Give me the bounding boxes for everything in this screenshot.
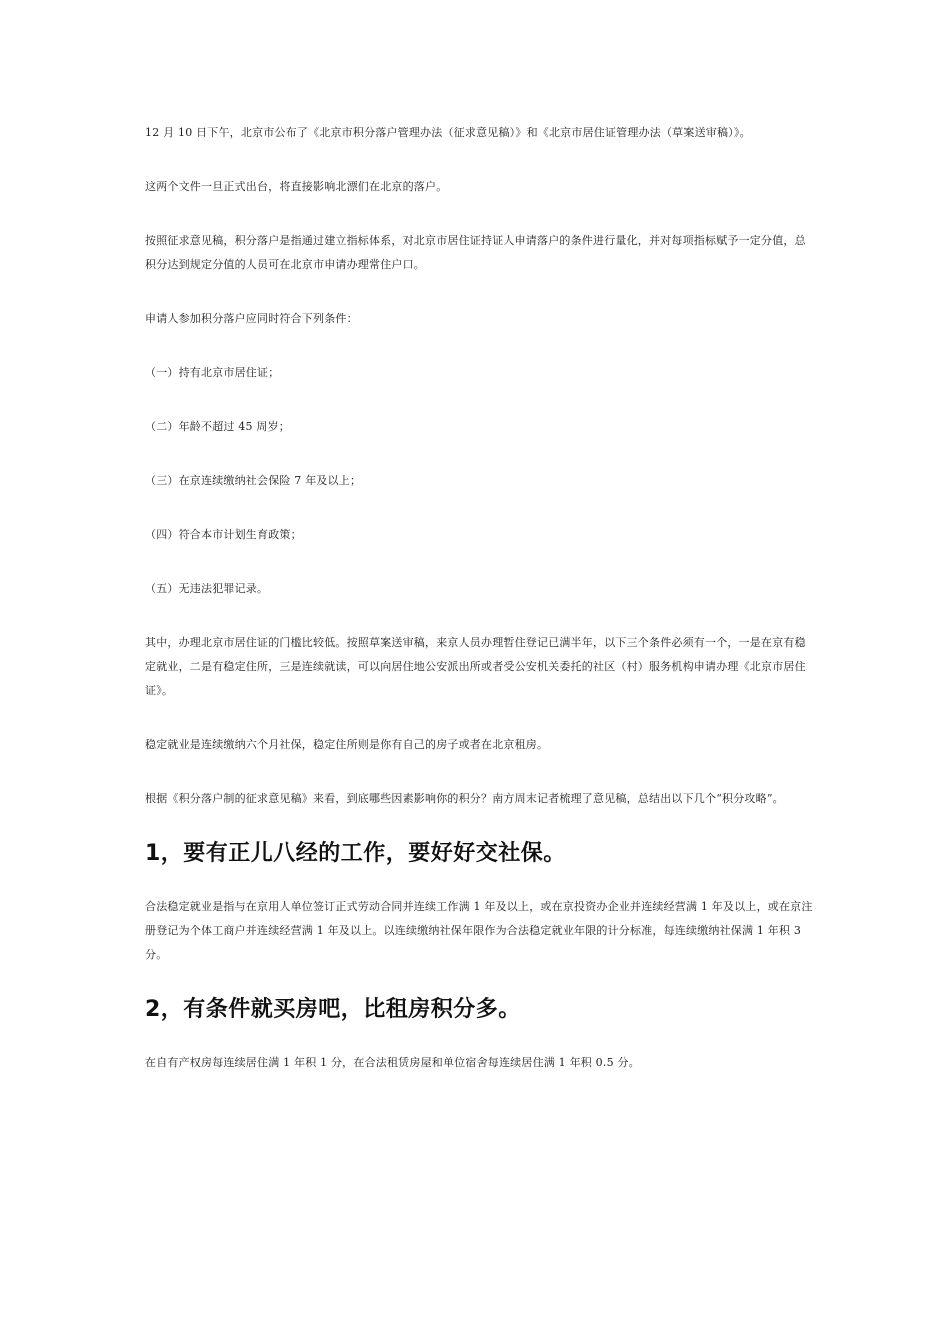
paragraph-conditions-intro: 申请人参加积分落户应同时符合下列条件：: [145, 312, 358, 325]
condition-item-1: （一）持有北京市居住证；: [145, 366, 280, 379]
paragraph-definition: 按照征求意见稿，积分落户是指通过建立指标体系，对北京市居住证持证人申请落户的条件进行量化，并对每项指标赋予一定分值，总积分达到规定分值的人员可在北京市申请办理常住户口。: [145, 234, 806, 271]
section-body-housing: 在自有产权房每连续居住满 1 年积 1 分，在合法租赁房屋和单位宿舍每连续居住满 1 年积 0.5 分。: [145, 1056, 640, 1069]
paragraph-announcement: 12 月 10 日下午，北京市公布了《北京市积分落户管理办法（征求意见稿）》和《北京市居住证管理办法（草案送审稿）》。: [145, 126, 751, 139]
condition-item-5: （五）无违法犯罪记录。: [145, 582, 269, 595]
paragraph-strategy-intro: 根据《积分落户制的征求意见稿》来看，到底哪些因素影响你的积分？南方周末记者梳理了意见稿，总结出以下几个“积分攻略”。: [145, 792, 784, 805]
paragraph-impact: 这两个文件一旦正式出台，将直接影响北漂们在北京的落户。: [145, 180, 448, 193]
section-heading-work: 1，要有正儿八经的工作，要好好交社保。: [145, 841, 566, 866]
document-body: [145, 121, 815, 1105]
condition-item-3: （三）在京连续缴纳社会保险 7 年及以上；: [145, 474, 362, 487]
paragraph-stable-employment: 稳定就业是连续缴纳六个月社保，稳定住所则是你有自己的房子或者在北京租房。: [145, 738, 549, 751]
paragraph-residence-permit: 其中，办理北京市居住证的门槛比较低。按照草案送审稿，来京人员办理暂住登记已满半年，以下三个条件必须有一个，一是在京有稳定就业，二是有稳定住所，三是连续就读，可以向居住地公安派出所或者受公安机关委托的社区（村）服务机构申请办理《北京市居住证》。: [145, 636, 806, 697]
condition-item-4: （四）符合本市计划生育政策；: [145, 528, 302, 541]
section-heading-housing: 2，有条件就买房吧，比租房积分多。: [145, 997, 521, 1022]
section-body-work: 合法稳定就业是指与在京用人单位签订正式劳动合同并连续工作满 1 年及以上，或在京投资办企业并连续经营满 1 年及以上，或在京注册登记为个体工商户并连续经营满 1 年及以上。以连续缴纳社保年限作为合法稳定就业年限的计分标准，每连续缴纳社保满 1 年积 3 分。: [145, 900, 813, 961]
condition-item-2: （二）年龄不超过 45 周岁；: [145, 420, 290, 433]
